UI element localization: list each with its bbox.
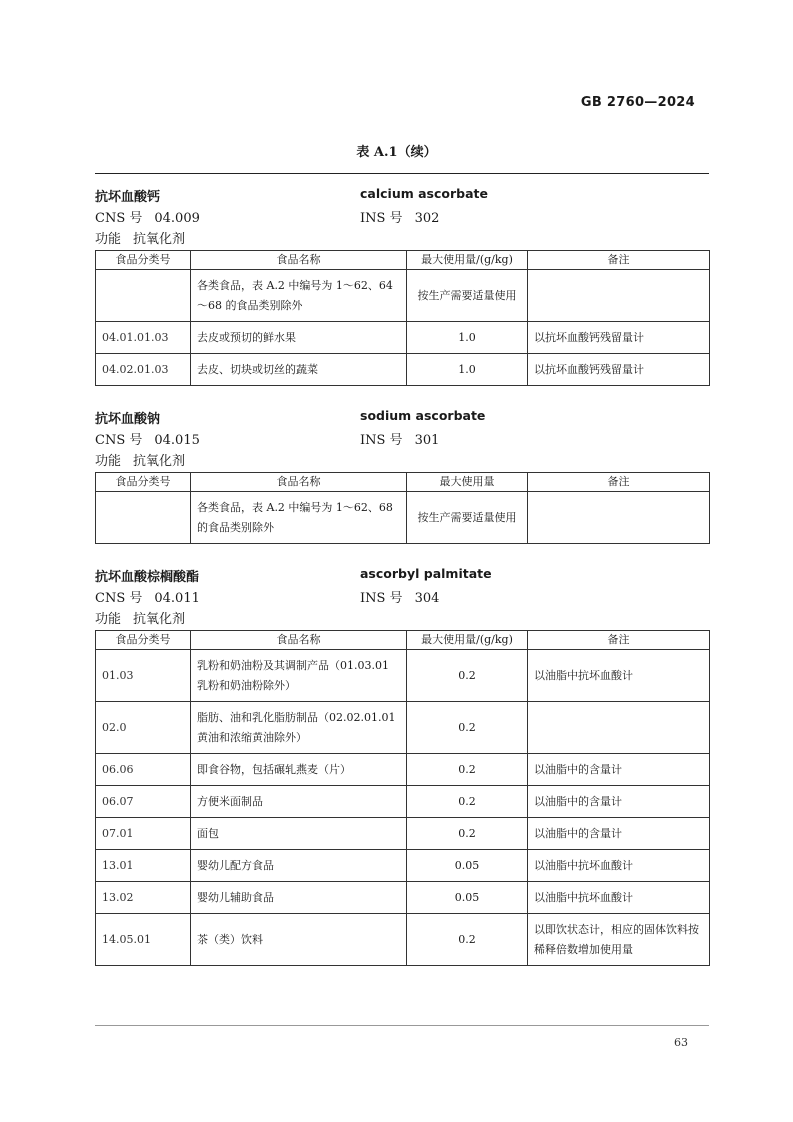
food-name: 去皮、切块或切丝的蔬菜 [191,354,407,386]
table-header-row [96,473,710,492]
cns-number: CNS 号 04.015 [95,433,200,448]
note: 以抗坏血酸钙残留量计 [528,322,710,354]
food-code: 14.05.01 [96,914,191,966]
max-usage: 按生产需要适量使用 [407,270,528,322]
additive-name-cn: 抗坏血酸棕榈酸酯 [95,570,200,585]
usage-table [95,250,710,386]
max-usage: 0.2 [407,702,528,754]
food-code: 04.02.01.03 [96,354,191,386]
standard-code: GB 2760—2024 [580,95,695,110]
max-usage: 按生产需要适量使用 [407,492,528,544]
food-code [96,270,191,322]
cns-number: CNS 号 04.009 [95,211,200,226]
food-name: 茶（类）饮料 [191,914,407,966]
food-name: 婴幼儿配方食品 [191,850,407,882]
table-row [96,786,710,818]
max-usage: 0.2 [407,786,528,818]
food-code: 02.0 [96,702,191,754]
table-row [96,270,710,322]
table-row [96,754,710,786]
food-name: 方便米面制品 [191,786,407,818]
col-header-name: 食品名称 [191,251,407,270]
food-code: 13.02 [96,882,191,914]
max-usage: 0.2 [407,650,528,702]
additive-section-calcium-ascorbate [95,186,709,386]
page-number: 63 [674,1036,688,1049]
max-usage: 0.2 [407,818,528,850]
function: 功能 抗氧化剂 [95,232,186,247]
col-header-note: 备注 [528,473,710,492]
food-name: 脂肪、油和乳化脂肪制品（02.02.01.01 黄油和浓缩黄油除外） [191,702,407,754]
table-row [96,354,710,386]
food-name: 去皮或预切的鲜水果 [191,322,407,354]
table-row [96,914,710,966]
additive-section-ascorbyl-palmitate [95,566,709,966]
table-title: 表 A.1（续） [356,145,437,160]
function: 功能 抗氧化剂 [95,612,186,627]
note: 以油脂中的含量计 [528,754,710,786]
ins-number: INS 号 304 [360,591,440,606]
additive-name-cn: 抗坏血酸钠 [95,412,161,427]
col-header-code: 食品分类号 [96,473,191,492]
food-name: 面包 [191,818,407,850]
food-code: 13.01 [96,850,191,882]
additive-section-sodium-ascorbate [95,408,709,544]
col-header-name: 食品名称 [191,631,407,650]
food-name: 乳粉和奶油粉及其调制产品（01.03.01 乳粉和奶油粉除外） [191,650,407,702]
table-row [96,882,710,914]
additive-meta [95,186,709,250]
food-name: 婴幼儿辅助食品 [191,882,407,914]
col-header-max: 最大使用量/(g/kg) [407,631,528,650]
table-header-row [96,251,710,270]
food-code: 06.06 [96,754,191,786]
note: 以即饮状态计，相应的固体饮料按稀释倍数增加使用量 [528,914,710,966]
note [528,270,710,322]
table-row [96,650,710,702]
additive-meta [95,566,709,630]
food-code: 06.07 [96,786,191,818]
table-row [96,492,710,544]
table-header-row [96,631,710,650]
table-row [96,850,710,882]
max-usage: 0.2 [407,914,528,966]
col-header-note: 备注 [528,631,710,650]
table-row [96,322,710,354]
note: 以油脂中抗坏血酸计 [528,650,710,702]
col-header-name: 食品名称 [191,473,407,492]
cns-number: CNS 号 04.011 [95,591,200,606]
additive-name-cn: 抗坏血酸钙 [95,190,161,205]
footer-rule [95,1025,709,1026]
top-rule [95,173,709,174]
max-usage: 1.0 [407,322,528,354]
max-usage: 0.05 [407,850,528,882]
note: 以抗坏血酸钙残留量计 [528,354,710,386]
food-name: 各类食品，表 A.2 中编号为 1～62、64～68 的食品类别除外 [191,270,407,322]
ins-number: INS 号 302 [360,211,440,226]
food-name: 各类食品，表 A.2 中编号为 1～62、68 的食品类别除外 [191,492,407,544]
table-row [96,818,710,850]
max-usage: 1.0 [407,354,528,386]
function: 功能 抗氧化剂 [95,454,186,469]
col-header-code: 食品分类号 [96,631,191,650]
col-header-max: 最大使用量/(g/kg) [407,251,528,270]
food-code: 07.01 [96,818,191,850]
note: 以油脂中的含量计 [528,786,710,818]
note [528,702,710,754]
additive-name-en: calcium ascorbate [360,186,488,201]
table-row [96,702,710,754]
food-code: 04.01.01.03 [96,322,191,354]
note: 以油脂中的含量计 [528,818,710,850]
note: 以油脂中抗坏血酸计 [528,850,710,882]
additive-name-en: ascorbyl palmitate [360,566,492,581]
ins-number: INS 号 301 [360,433,440,448]
max-usage: 0.2 [407,754,528,786]
col-header-code: 食品分类号 [96,251,191,270]
additive-name-en: sodium ascorbate [360,408,486,423]
note [528,492,710,544]
additive-meta [95,408,709,472]
note: 以油脂中抗坏血酸计 [528,882,710,914]
food-code [96,492,191,544]
col-header-max: 最大使用量 [407,473,528,492]
food-code: 01.03 [96,650,191,702]
col-header-note: 备注 [528,251,710,270]
max-usage: 0.05 [407,882,528,914]
usage-table [95,630,710,966]
usage-table [95,472,710,544]
food-name: 即食谷物，包括碾轧燕麦（片） [191,754,407,786]
